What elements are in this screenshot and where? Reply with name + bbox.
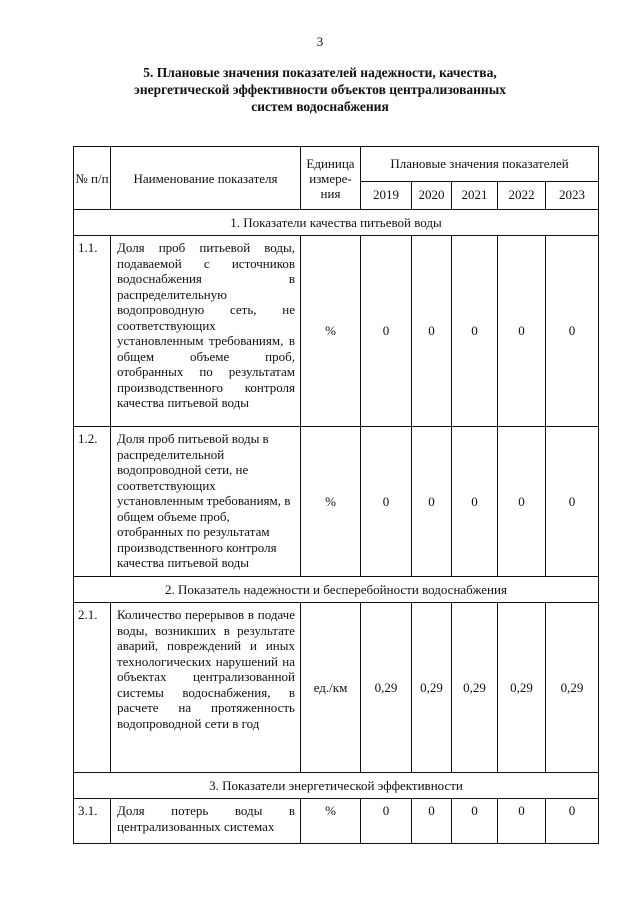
row-value: 0,29 [412,603,452,773]
row-value: 0,29 [498,603,546,773]
table-row [74,799,599,844]
row-unit: % [301,427,361,577]
section-row [74,577,599,603]
header-year: 2020 [412,181,452,209]
row-value: 0 [361,799,412,844]
page-title [70,64,570,115]
page-number: 3 [316,34,324,49]
row-value: 0 [452,799,498,844]
row-value: 0,29 [361,603,412,773]
row-name: Доля проб питьевой воды в распределительной водопроводной сети, не соответствующих установленным требованиям, в общем объеме проб, отобранных по результатам производственного контроля качества питьевой воды [111,427,301,577]
row-value: 0 [546,427,599,577]
table-row [74,603,599,773]
section-title: 2. Показатель надежности и бесперебойности водоснабжения [74,577,599,603]
row-num: 1.2. [74,427,111,577]
row-name: Доля потерь воды в централизованных системах [117,803,295,834]
row-value: 0 [412,799,452,844]
row-value: 0 [412,236,452,427]
row-value: 0 [498,427,546,577]
title-line-1: 5. Плановые значения показателей надежности, качества, [143,65,497,80]
row-num: 1.1. [74,236,111,427]
table-row [74,236,599,427]
row-value: 0 [412,427,452,577]
section-row [74,210,599,236]
row-num: 2.1. [74,603,111,773]
row-num: 3.1. [74,799,111,844]
header-unit: Единица измере-ния [301,147,361,210]
section-title: 3. Показатели энергетической эффективности [74,773,599,799]
header-planned: Плановые значения показателей [361,147,599,182]
row-value: 0,29 [452,603,498,773]
row-value: 0 [452,427,498,577]
row-name: Количество перерывов в подаче воды, возникших в результате аварий, повреждений и иных технологических нарушений на объектах централизованной системы водоснабжения, в расчете на протяженность водопроводной сети в год [111,603,301,773]
row-value: 0 [498,236,546,427]
section-title: 1. Показатели качества питьевой воды [74,210,599,236]
row-value: 0 [452,236,498,427]
row-value: 0 [361,427,412,577]
title-line-3: систем водоснабжения [251,99,389,114]
row-unit: ед./км [301,603,361,773]
row-value: 0 [361,236,412,427]
section-row [74,773,599,799]
row-value: 0 [546,799,599,844]
header-year: 2019 [361,181,412,209]
row-unit: % [301,236,361,427]
row-value: 0 [498,799,546,844]
indicators-table [73,146,599,844]
header-year: 2022 [498,181,546,209]
row-value: 0 [546,236,599,427]
row-name-cell [111,799,301,844]
row-name: Доля проб питьевой воды, подаваемой с источников водоснабжения в распределительную водопроводную сеть, не соответствующих установленным требованиям, в общем объеме проб, отобранных по результатам производственного контроля качества питьевой воды [111,236,301,427]
header-year: 2021 [452,181,498,209]
header-name: Наименование показателя [111,147,301,210]
title-line-2: энергетической эффективности объектов централизованных [133,82,506,97]
table-row [74,427,599,577]
header-num: № п/п [74,147,111,210]
header-year: 2023 [546,181,599,209]
row-unit: % [301,799,361,844]
row-value: 0,29 [546,603,599,773]
